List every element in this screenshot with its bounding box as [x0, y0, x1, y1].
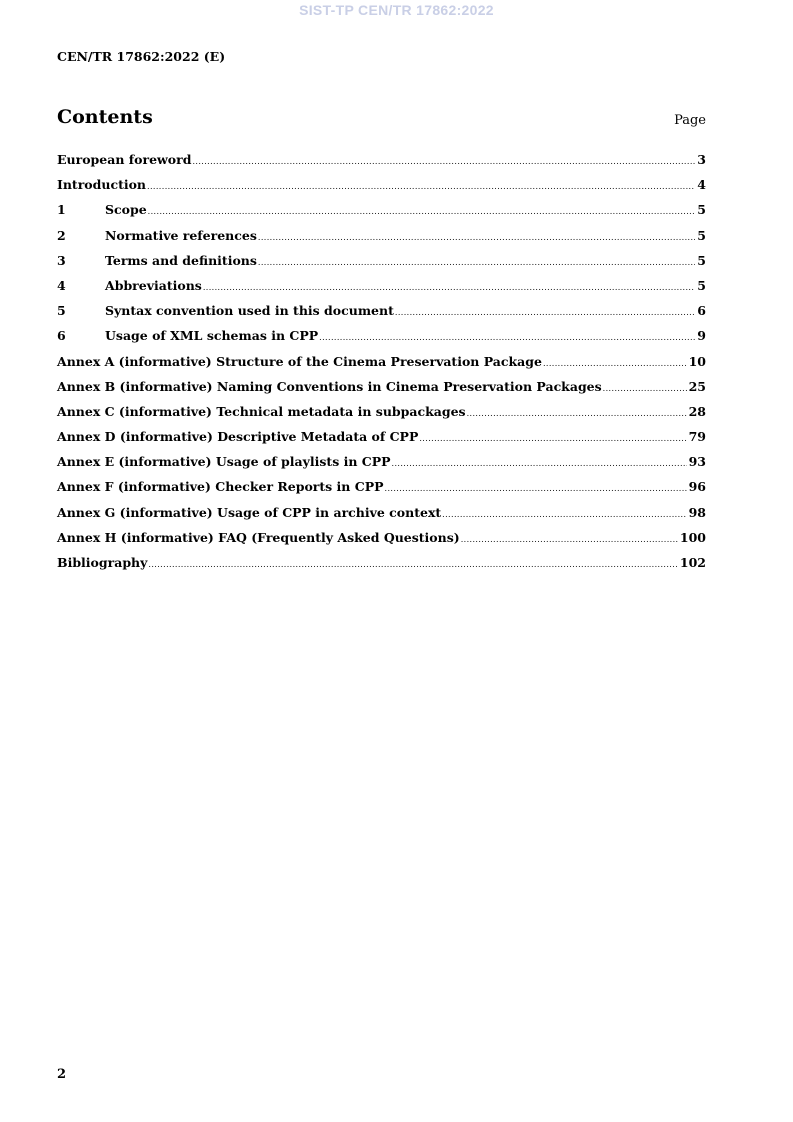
- toc-entry-page: 96: [688, 479, 706, 495]
- toc-entry[interactable]: [57, 250, 706, 275]
- toc-dot-leader: [192, 151, 695, 173]
- toc-entry[interactable]: [57, 502, 706, 527]
- toc-entry-page: 5: [697, 277, 706, 293]
- toc-entry-page: 6: [697, 303, 706, 319]
- toc-entry[interactable]: [57, 300, 706, 325]
- toc-entry-label: Annex C (informative) Technical metadata in subpackages: [57, 403, 466, 419]
- toc-dot-leader: [392, 453, 687, 475]
- toc-entry[interactable]: [57, 225, 706, 250]
- toc-dot-leader: [258, 227, 695, 249]
- toc-entry[interactable]: [57, 401, 706, 426]
- toc-entry-number: 3: [57, 252, 66, 268]
- toc-entry-label: Normative references: [105, 227, 257, 243]
- toc-dot-leader: [442, 504, 686, 526]
- toc-entry[interactable]: [57, 527, 706, 552]
- toc-entry-page: 5: [697, 202, 706, 218]
- toc-entry-page: 98: [688, 504, 706, 520]
- toc-entry-page: 4: [697, 177, 706, 193]
- toc-dot-leader: [419, 428, 686, 450]
- toc-dot-leader: [543, 353, 687, 375]
- toc-dot-leader: [319, 327, 695, 349]
- toc-dot-leader: [258, 252, 695, 274]
- footer-page-number: 2: [57, 1067, 67, 1082]
- toc-entry-label: Annex A (informative) Structure of the Cinema Preservation Package: [57, 353, 542, 369]
- toc-entry-label: Syntax convention used in this document: [105, 303, 394, 319]
- toc-dot-leader: [385, 478, 687, 500]
- toc-entry-label: Introduction: [57, 177, 147, 193]
- toc-entry-page: 5: [697, 227, 706, 243]
- toc-entry-label: Annex F (informative) Checker Reports in CPP: [57, 479, 384, 495]
- toc-entry-number: 2: [57, 227, 66, 243]
- toc-entry-label: Terms and definitions: [105, 252, 257, 268]
- toc-entry[interactable]: [57, 174, 706, 199]
- toc-entry-label: Annex B (informative) Naming Conventions in Cinema Preservation Packages: [57, 378, 602, 394]
- toc-entry[interactable]: [57, 552, 706, 577]
- toc-entry-label: Abbreviations: [105, 277, 202, 293]
- toc-dot-leader: [203, 277, 695, 299]
- toc-entry-label: Annex D (informative) Descriptive Metadata of CPP: [57, 429, 419, 445]
- toc-entry[interactable]: [57, 426, 706, 451]
- toc-entry[interactable]: [57, 325, 706, 350]
- page-column-label: Page: [674, 113, 706, 128]
- toc-dot-leader: [461, 529, 678, 551]
- toc-entry-label: Annex G (informative) Usage of CPP in archive context: [57, 504, 442, 520]
- toc-entry-label: Scope: [105, 202, 147, 218]
- toc-dot-leader: [395, 302, 695, 324]
- toc-entry-label: Usage of XML schemas in CPP: [105, 328, 319, 344]
- toc-entry-page: 9: [697, 328, 706, 344]
- toc-entry-number: 5: [57, 303, 66, 319]
- toc-entry[interactable]: [57, 149, 706, 174]
- toc-entry-label: European foreword: [57, 152, 192, 167]
- toc-entry[interactable]: [57, 376, 706, 401]
- table-of-contents: [57, 149, 706, 577]
- toc-dot-leader: [148, 201, 696, 223]
- toc-entry-label: Annex H (informative) FAQ (Frequently Asked Questions): [57, 529, 460, 545]
- watermark: SIST-TP CEN/TR 17862:2022: [299, 2, 494, 18]
- toc-entry[interactable]: [57, 275, 706, 300]
- toc-entry[interactable]: [57, 351, 706, 376]
- toc-entry[interactable]: [57, 476, 706, 501]
- toc-entry-page: 3: [697, 152, 706, 167]
- toc-entry-page: 25: [688, 378, 706, 394]
- toc-entry-page: 5: [697, 252, 706, 268]
- toc-dot-leader: [603, 378, 687, 400]
- toc-entry-page: 79: [688, 429, 706, 445]
- toc-entry-label: Annex E (informative) Usage of playlists in CPP: [57, 454, 391, 470]
- toc-entry-page: 102: [679, 555, 706, 570]
- toc-entry-page: 10: [688, 353, 706, 369]
- toc-dot-leader: [148, 554, 678, 576]
- contents-header: [57, 106, 706, 136]
- toc-entry-label: Bibliography: [57, 555, 148, 570]
- document-id: CEN/TR 17862:2022 (E): [57, 49, 226, 64]
- toc-entry-page: 93: [688, 454, 706, 470]
- toc-entry-number: 1: [57, 202, 66, 218]
- toc-entry[interactable]: [57, 199, 706, 224]
- toc-entry-page: 28: [688, 403, 706, 419]
- toc-dot-leader: [147, 176, 695, 198]
- toc-entry-number: 6: [57, 328, 66, 344]
- toc-entry-page: 100: [679, 529, 706, 545]
- toc-dot-leader: [467, 403, 687, 425]
- contents-title: Contents: [57, 106, 153, 128]
- toc-entry-number: 4: [57, 277, 66, 293]
- toc-entry[interactable]: [57, 451, 706, 476]
